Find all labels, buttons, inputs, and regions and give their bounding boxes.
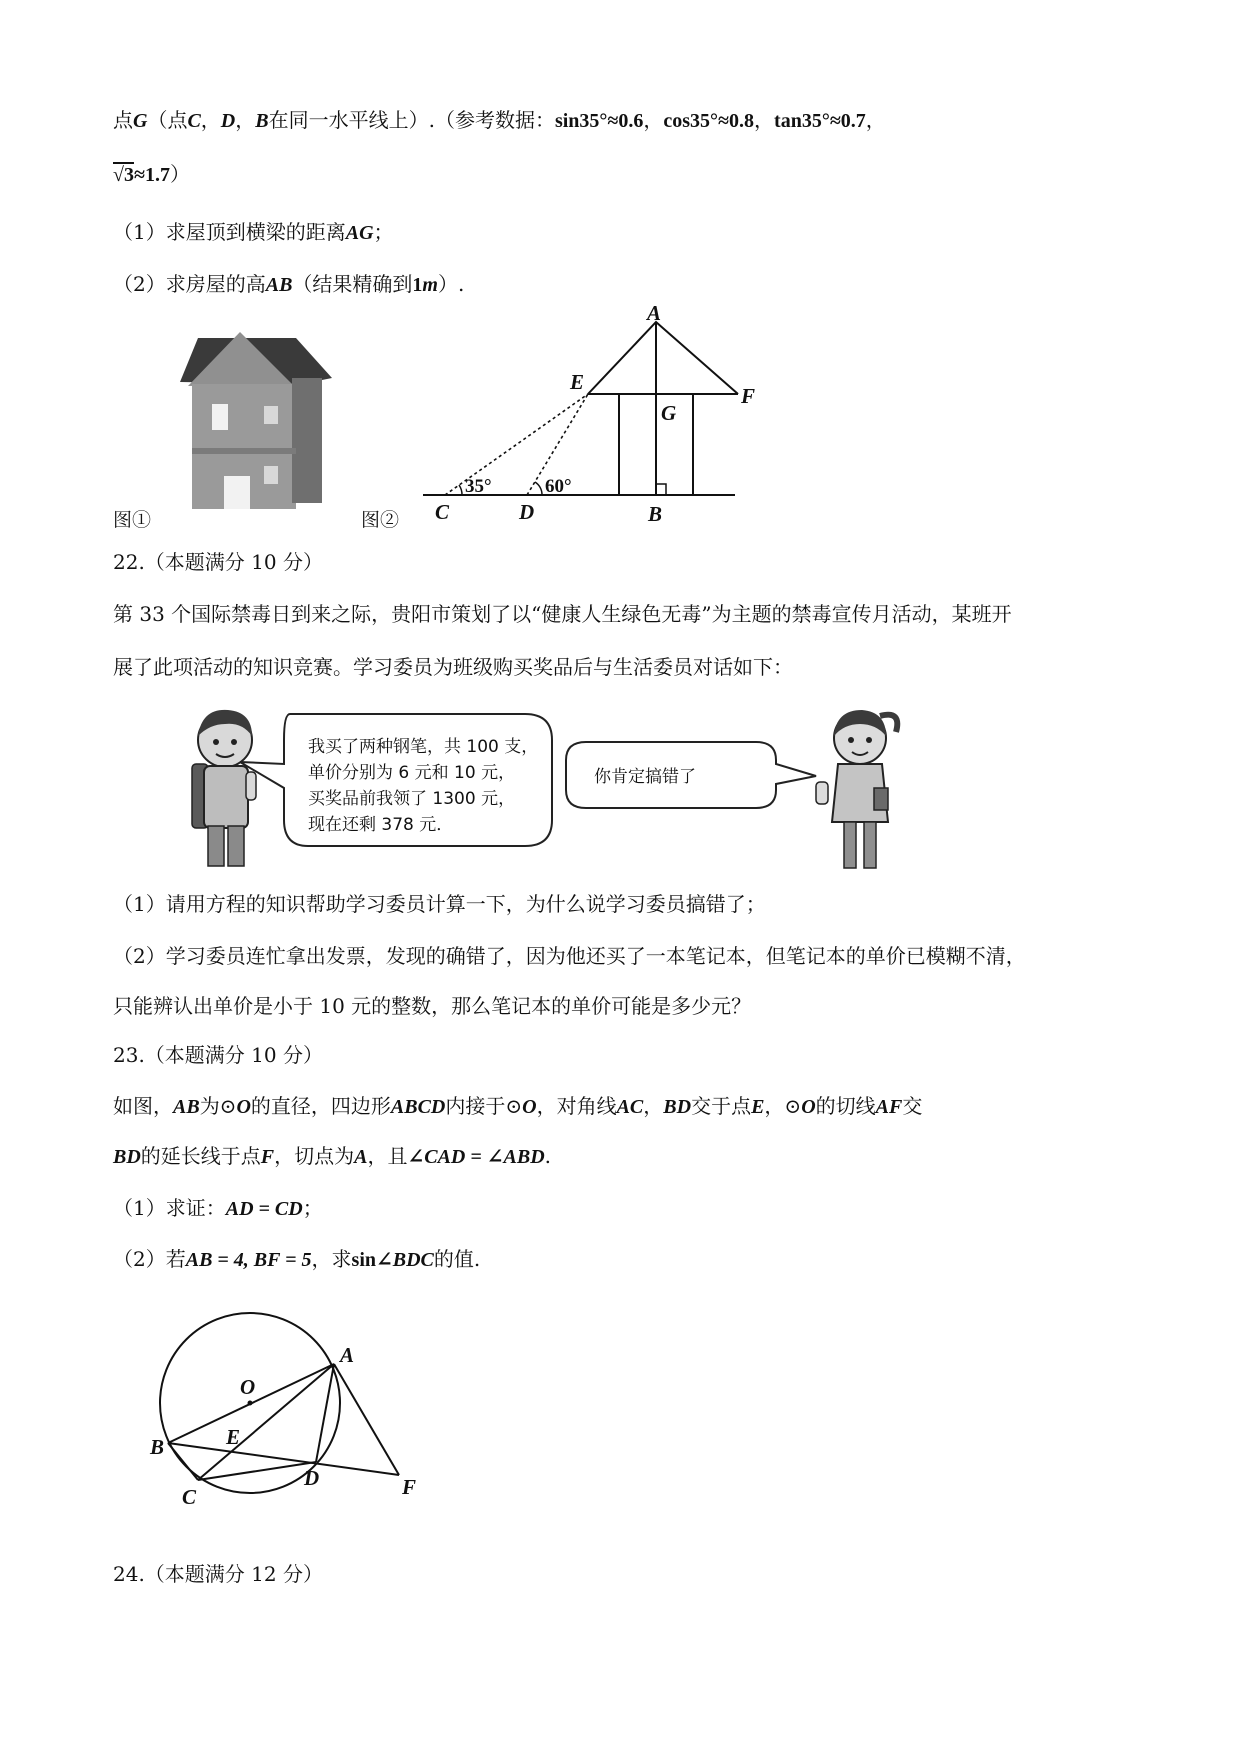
label-a: A bbox=[340, 1343, 355, 1367]
math-angle-bdc: ∠BDC bbox=[376, 1249, 434, 1271]
label-b: B bbox=[648, 502, 663, 526]
text: ，对角线 bbox=[536, 1094, 617, 1118]
text: ， bbox=[643, 1094, 664, 1118]
math-ab: AB bbox=[265, 274, 293, 296]
math-bd: BD bbox=[663, 1096, 692, 1118]
q22-header: 22.（本题满分 10 分） bbox=[113, 550, 323, 574]
text: 交 bbox=[902, 1094, 923, 1118]
ref-cos: cos35°≈0.8 bbox=[663, 110, 755, 132]
math-g: G bbox=[133, 110, 148, 132]
text: 在同一水平线上）.（参考数据： bbox=[268, 108, 555, 132]
text: ）. bbox=[437, 272, 465, 296]
figure-2-caption: 图② bbox=[361, 509, 400, 531]
text: ； bbox=[373, 220, 394, 244]
ref-sqrt3: √3 bbox=[113, 164, 134, 186]
geometry-figure-q23 bbox=[146, 1310, 436, 1510]
text: 交于点 bbox=[691, 1094, 752, 1118]
text: ； bbox=[302, 1196, 323, 1220]
q23-body-line1 bbox=[113, 1092, 922, 1121]
ref-tan: tan35°≈0.7 bbox=[774, 110, 866, 132]
math-ag: AG bbox=[345, 222, 374, 244]
label-f: F bbox=[402, 1475, 417, 1499]
center-point-o bbox=[248, 1401, 253, 1406]
math-c: C bbox=[187, 110, 201, 132]
text: ， bbox=[235, 108, 256, 132]
text: （1）求证： bbox=[113, 1196, 226, 1220]
text: 的延长线于点 bbox=[140, 1144, 261, 1168]
math-o: O bbox=[801, 1096, 816, 1118]
q21-intro-line1 bbox=[113, 106, 886, 135]
q21-part1 bbox=[113, 218, 394, 247]
side-ad bbox=[316, 1364, 334, 1462]
math-ac: AC bbox=[616, 1096, 644, 1118]
math-af: AF bbox=[875, 1096, 903, 1118]
text: ， bbox=[754, 108, 775, 132]
math-f: F bbox=[260, 1146, 275, 1168]
math-d: D bbox=[220, 110, 236, 132]
text: . bbox=[544, 1144, 552, 1168]
text: ，⊙ bbox=[764, 1094, 802, 1118]
house-illustration bbox=[180, 326, 340, 516]
text: （点 bbox=[147, 108, 188, 132]
text: （2）若 bbox=[113, 1247, 186, 1271]
q21-intro-line2 bbox=[113, 160, 190, 189]
speech-girl-text: 你肯定搞错了 bbox=[594, 767, 696, 787]
math-bd: BD bbox=[113, 1146, 141, 1168]
text: ，求 bbox=[311, 1247, 352, 1271]
angle-arc-35 bbox=[459, 485, 462, 495]
geometry-figure-2 bbox=[415, 301, 756, 526]
q22-body-line1: 第 33 个国际禁毒日到来之际，贵阳市策划了以“健康人生绿色无毒”为主题的禁毒宣传月活动，某班开 bbox=[113, 602, 1012, 626]
girl-illustration bbox=[816, 710, 897, 868]
math-ad-eq-cd: AD = CD bbox=[225, 1198, 303, 1220]
tangent-af bbox=[334, 1364, 399, 1475]
text: ，切点为 bbox=[274, 1144, 355, 1168]
label-f: F bbox=[741, 384, 756, 408]
q23-part1 bbox=[113, 1194, 323, 1223]
dialogue-illustration bbox=[180, 702, 960, 872]
text: 的切线 bbox=[815, 1094, 876, 1118]
text: ， bbox=[865, 108, 886, 132]
right-angle-mark bbox=[656, 484, 666, 495]
math-o: O bbox=[236, 1096, 251, 1118]
math-sin: sin bbox=[351, 1249, 376, 1271]
q22-part1: （1）请用方程的知识帮助学习委员计算一下，为什么说学习委员搞错了； bbox=[113, 892, 766, 916]
q22-part2-line1: （2）学习委员连忙拿出发票，发现的确错了，因为他还买了一本笔记本，但笔记本的单价已模糊不清， bbox=[113, 944, 1026, 968]
ref-sin: sin35°≈0.6 bbox=[554, 110, 644, 132]
math-angle-equation: ∠CAD = ∠ABD bbox=[407, 1146, 545, 1168]
label-e: E bbox=[226, 1425, 241, 1449]
boy-illustration bbox=[192, 710, 256, 866]
text: ） bbox=[169, 162, 190, 186]
math-ab: AB bbox=[173, 1096, 200, 1118]
q23-header: 23.（本题满分 10 分） bbox=[113, 1043, 323, 1067]
text: ，且 bbox=[367, 1144, 408, 1168]
math-given: AB = 4, BF = 5 bbox=[185, 1249, 312, 1271]
label-d: D bbox=[519, 500, 535, 524]
text: 点 bbox=[113, 108, 133, 132]
text: 的值. bbox=[433, 1247, 481, 1271]
speech-boy-line: 买奖品前我领了 1300 元， bbox=[308, 789, 516, 809]
label-o: O bbox=[240, 1375, 256, 1399]
math-e: E bbox=[751, 1096, 765, 1118]
label-d: D bbox=[304, 1466, 320, 1490]
text: ， bbox=[643, 108, 664, 132]
unit-m: m bbox=[422, 274, 438, 296]
figure-1-caption: 图① bbox=[113, 509, 152, 531]
label-b: B bbox=[150, 1435, 165, 1459]
text: 的直径，四边形 bbox=[250, 1094, 391, 1118]
angle-arc-60 bbox=[535, 482, 542, 495]
math-abcd: ABCD bbox=[390, 1096, 446, 1118]
unit-num: 1 bbox=[412, 274, 423, 296]
q21-part2 bbox=[113, 270, 464, 299]
text: 内接于⊙ bbox=[445, 1094, 523, 1118]
q23-body-line2 bbox=[113, 1142, 551, 1171]
q22-body-line2: 展了此项活动的知识竞赛。学习委员为班级购买奖品后与生活委员对话如下： bbox=[113, 655, 793, 679]
angle-60-label: 60° bbox=[545, 476, 572, 497]
text: （1）求屋顶到横梁的距离 bbox=[113, 220, 346, 244]
label-g: G bbox=[661, 401, 677, 425]
speech-boy-line: 单价分别为 6 元和 10 元， bbox=[308, 763, 516, 783]
speech-boy-line: 我买了两种钢笔，共 100 支， bbox=[308, 737, 539, 757]
math-b: B bbox=[255, 110, 269, 132]
angle-35-label: 35° bbox=[465, 476, 492, 497]
text: （结果精确到 bbox=[292, 272, 413, 296]
label-c: C bbox=[182, 1485, 197, 1509]
label-e: E bbox=[570, 370, 585, 394]
ref-sqrt3-value: ≈1.7 bbox=[133, 164, 170, 186]
text: ， bbox=[200, 108, 221, 132]
q23-part2 bbox=[113, 1245, 480, 1274]
side-bc bbox=[168, 1443, 198, 1480]
line-bf bbox=[168, 1443, 399, 1475]
text: 为⊙ bbox=[199, 1094, 237, 1118]
speech-boy-line: 现在还剩 378 元． bbox=[308, 815, 454, 835]
label-c: C bbox=[435, 500, 450, 524]
math-o: O bbox=[522, 1096, 537, 1118]
q24-header: 24.（本题满分 12 分） bbox=[113, 1562, 323, 1586]
q22-part2-line2: 只能辨认出单价是小于 10 元的整数，那么笔记本的单价可能是多少元？ bbox=[113, 994, 752, 1018]
text: （2）求房屋的高 bbox=[113, 272, 266, 296]
text: 如图， bbox=[113, 1094, 173, 1118]
label-a: A bbox=[647, 301, 662, 325]
roof-outline bbox=[588, 322, 738, 394]
math-a: A bbox=[354, 1146, 368, 1168]
